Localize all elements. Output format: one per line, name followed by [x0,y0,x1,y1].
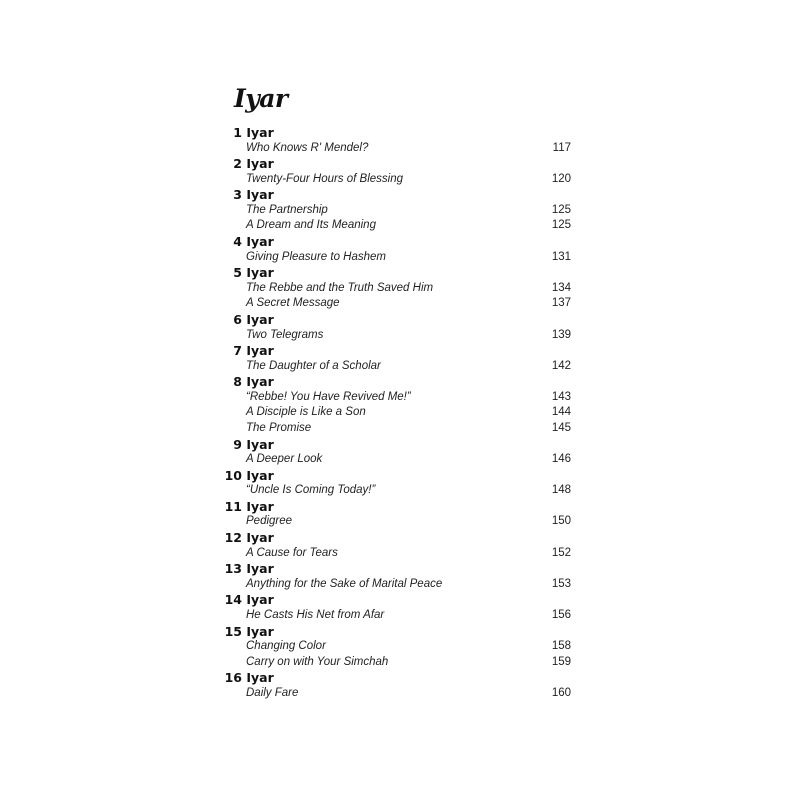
entry-title: A Dream and Its Meaning [246,219,376,232]
entry-page-number: 143 [551,390,571,403]
toc-entry [222,203,574,219]
entry-page-number: 146 [551,453,571,466]
entry-title: Twenty-Four Hours of Blessing [246,172,404,185]
day-month: Iyar [246,592,274,608]
toc-entry [222,686,574,702]
entry-title: The Promise [246,421,312,434]
toc-entry [222,328,574,344]
day-heading [222,343,574,359]
day-month: Iyar [246,467,274,483]
day-month: Iyar [246,436,274,452]
toc-entry [222,452,574,468]
toc-entry [222,296,574,312]
day-month: Iyar [246,234,274,250]
day-heading [222,234,574,250]
entry-page-number: 139 [551,328,571,341]
day-heading [222,156,574,172]
entry-page-number: 145 [551,421,571,434]
entry-title: “Rebbe! You Have Revived Me!” [246,390,411,403]
day-number: 16 [224,670,242,686]
toc-entry [222,514,574,530]
day-heading [222,265,574,281]
toc-entry [222,405,574,421]
day-number: 2 [233,156,242,172]
day-heading [222,312,574,328]
day-heading [222,530,574,546]
day-heading [222,374,574,390]
entry-page-number: 152 [551,546,571,559]
day-month: Iyar [246,623,274,639]
toc-entry [222,546,574,562]
day-number: 8 [233,374,242,390]
day-number: 12 [224,530,242,546]
entry-title: A Cause for Tears [246,546,338,559]
day-month: Iyar [246,343,274,359]
day-month: Iyar [246,187,274,203]
entry-title: Pedigree [246,515,293,528]
entry-title: Two Telegrams [246,328,324,341]
day-month: Iyar [246,561,274,577]
day-number: 6 [233,311,242,327]
day-heading [222,468,574,484]
day-heading [222,437,574,453]
entry-page-number: 137 [551,297,571,310]
entry-title: Who Knows R' Mendel? [246,141,369,154]
entry-page-number: 156 [551,608,571,621]
day-number: 13 [224,561,242,577]
entry-page-number: 134 [551,281,571,294]
day-number: 5 [233,265,242,281]
entry-title: Carry on with Your Simchah [246,655,389,668]
toc-entry [222,655,574,671]
day-number: 9 [233,436,242,452]
entry-page-number: 153 [551,577,571,590]
toc-entry [222,577,574,593]
day-heading [222,125,574,141]
entry-title: A Disciple is Like a Son [246,406,366,419]
day-number: 1 [233,125,242,140]
day-heading [222,624,574,640]
day-number: 7 [233,343,242,359]
day-number: 14 [224,592,242,608]
entry-page-number: 142 [551,359,571,372]
toc-entry [222,218,574,234]
entry-page-number: 159 [551,655,571,668]
toc-entry [222,608,574,624]
day-month: Iyar [246,530,274,546]
entry-title: Changing Color [246,640,326,653]
entry-page-number: 117 [552,141,571,154]
day-month: Iyar [246,498,274,514]
entry-title: Anything for the Sake of Marital Peace [246,577,443,590]
toc-entry [222,421,574,437]
toc-entry [222,281,574,297]
entry-page-number: 160 [551,686,571,699]
day-number: 11 [224,498,242,514]
entry-page-number: 120 [551,172,571,185]
day-month: Iyar [246,156,274,172]
toc-entry [222,172,574,188]
day-month: Iyar [246,374,274,390]
entry-title: The Partnership [246,203,328,216]
entry-title: The Rebbe and the Truth Saved Him [246,281,434,294]
day-heading [222,187,574,203]
day-number: 4 [233,234,242,250]
day-heading [222,670,574,686]
day-month: Iyar [246,125,274,140]
page-title: Iyar [234,84,288,113]
entry-page-number: 131 [551,250,571,263]
entry-title: A Deeper Look [246,453,323,466]
entry-title: He Casts His Net from Afar [246,608,385,621]
entry-title: The Daughter of a Scholar [246,359,381,372]
entry-title: A Secret Message [246,297,340,310]
toc-entry [222,483,574,499]
entry-page-number: 148 [551,484,571,497]
toc-entry [222,250,574,266]
toc-entry [222,359,574,375]
entry-page-number: 144 [551,406,571,419]
day-heading [222,592,574,608]
entry-page-number: 125 [551,219,571,232]
day-heading [222,499,574,515]
toc-entry [222,390,574,406]
toc-entry [222,639,574,655]
entry-title: “Uncle Is Coming Today!” [246,484,376,497]
day-number: 15 [224,623,242,639]
toc-entry [222,141,574,157]
day-number: 3 [233,187,242,203]
entry-title: Giving Pleasure to Hashem [246,250,386,263]
table-of-contents [222,125,574,701]
day-month: Iyar [246,670,274,686]
entry-title: Daily Fare [246,686,299,699]
day-heading [222,561,574,577]
day-number: 10 [224,467,242,483]
day-month: Iyar [246,311,274,327]
entry-page-number: 158 [551,640,571,653]
entry-page-number: 125 [551,203,571,216]
day-month: Iyar [246,265,274,281]
entry-page-number: 150 [551,515,571,528]
